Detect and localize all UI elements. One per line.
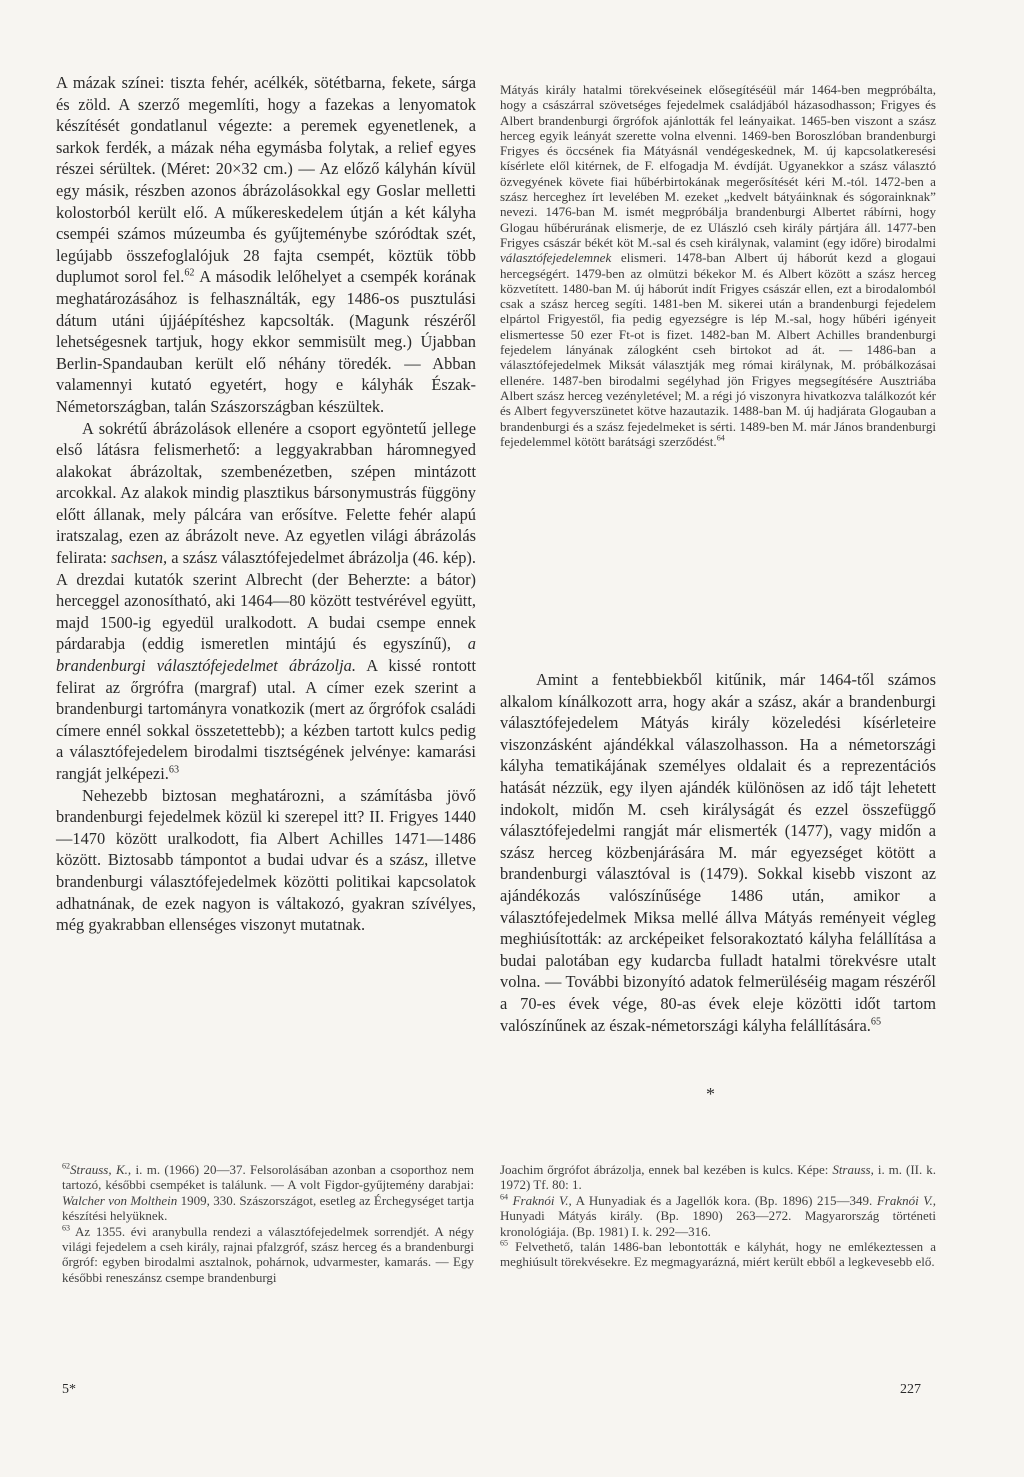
footnote-ref-64[interactable]: 64: [716, 433, 725, 443]
footnotes-left: [62, 1162, 474, 1285]
left-main-column: [56, 72, 476, 936]
footnote-63-continued: Joachim őrgrófot ábrázolja, ennek bal kezében is kulcs. Képe: Strauss, i. m. (II. k. 1972) Tf. 80: 1.: [500, 1162, 936, 1193]
footnote-64: $^{64}$ Fraknói V., A Hunyadiak és a Jagellók kora. (Bp. 1896) 215—349. Fraknói V., Hunyadi Mátyás király. (Bp. 1890) 263—272. Magyarország történeti kronológiája. (Bp. 1981) I. k. 292—316.: [500, 1192, 937, 1239]
page-signature: 5*: [62, 1382, 76, 1397]
paragraph-conclusion: Amint a fentebbiekből kitűnik, már 1464-től számos alkalom kínálkozott arra, hogy akár a szász, akár a brandenburgi választófejedelem Mátyás király közeledési kísérleteire viszonzásként ajándékkal válaszolhasson. Ha a németországi kályha tematikájának személyes oldalait és a reprezentációs hatását nézzük, egy ilyen ajándék különösen az idő tájt lehetett indokolt, midőn M. cseh királyságát és ezzel összefüggő választófejedelmi rangját már elismerték (1477), vagy midőn a szász herceg közbenjárására M. már egyezséget kötött a brandenburgi választóval is (1479). Sokkal kisebb viszont az ajándékozás valószínűsége 1486 után, amikor a választófejedelmek Miksa mellé állva Mátyás reményeit végleg meghiúsították: az arcképeiket felsorakoztató kályha felállítása a budai palotában egy kudarcba fulladt hatalmi törekvésre utalt volna. — További bizonyító adatok felmerüléséig magam részéről a 70-es évek vége, 80-as évek eleje közötti időt tartom valószínűnek az észak-németországi kályha felállítására.$^{65}$: [500, 670, 936, 1035]
right-historical-notes: [500, 82, 936, 449]
footnote-ref-63[interactable]: 63: [168, 764, 180, 776]
footnote-63: $^{63}$ Az 1355. évi aranybulla rendezi a választófejedelmek sorrendjét. A négy világi fejedelem a cseh király, rajnai pfalzgróf, szász herceg és a brandenburgi őrgróf: egyben birodalmi asztalnok, pohárnok, udvarmester, kamarás. — Egy későbbi reneszánsz csempe brandenburgi: [62, 1223, 474, 1285]
footnote-ref-62[interactable]: 62: [184, 267, 195, 279]
paragraph-brandenburg-princes: Nehezebb biztosan meghatározni, a számításba jövő brandenburgi fejedelmek közül ki szerepel itt? II. Frigyes 1440—1470 között uralkodott, fia Albert Achilles 1471—1486 között. Biztosabb támpontot a budai udvar és a szász, illetve brandenburgi választófejedelmek közötti politikai kapcsolatok adhatnának, de ezek nagyon is váltakozó, gyakran szívélyes, még gyakrabban ellenséges viszonyt mutatnak.: [56, 785, 476, 935]
footnotes-right: [500, 1162, 936, 1270]
right-main-column: [500, 669, 936, 1036]
footnote-62: $^{62}$Strauss, K., i. m. (1966) 20—37. Felsorolásában azonban a csoporthoz nem tartozó, későbbi csempéket is találunk. — A volt Figdor-gyűjtemény darabjai: Walcher von Molthein 1909, 330. Szászországot, esetleg az Érchegységet tartja készítési helyüknek.: [62, 1161, 474, 1224]
section-separator-asterisk: *: [706, 1084, 715, 1104]
page-number: 227: [900, 1382, 921, 1397]
footnote-ref-65[interactable]: 65: [870, 1016, 882, 1028]
footnote-65: $^{65}$ Felvethető, talán 1486-ban lebontották e kályhát, hogy ne emlékeztessen a meghiúsult törekvésekre. Ez megmagyarázná, miért került ebből a legkevesebb elő.: [500, 1238, 936, 1270]
paragraph-glaze-description: A mázak színei: tiszta fehér, acélkék, sötétbarna, fekete, sárga és zöld. A szerző megemlíti, hogy a fazekas a lenyomatok készítését gondatlanul végezte: a peremek egyenetlenek, a sarkok ferdék, a mázak néha egymásba folytak, a relief egyes részei sérültek. (Méret: 20×32 cm.) — Az előző kályhán kívül egy másik, részben azonos ábrázolásokkal egy Goslar melletti kolostorból került elő. A műkereskedelem útján a két kályha csempéi számos múzeumba és gyűjteménybe szóródtak szét, legújabb összefoglalójuk 28 fajta csempét, köztük több duplumot sorol fel.$^{62}$ A második lelőhelyet a csempék korának meghatározásához is felhasználták, egy 1486-os pusztulási dátum utáni újjáépítéshez kapcsolták. (Magunk részéről lehetségesnek tartjuk, hogy ekkor semmisült meg.) Újabban Berlin-Spandauban került elő néhány töredék. — Abban valamennyi kutató egyetért, hogy e kályhák Észak-Németországban, talán Szászországban készültek.: [56, 73, 476, 416]
paragraph-depictions: A sokrétű ábrázolások ellenére a csoport egyöntetű jellege első látásra felismerhető: a leggyakrabban háromnegyed alakokat ábrázoltak, szembenézetben, szépen mintázott arcokkal. Az alakok mindig plasztikus bársonymustrás függöny előtt állanak, mely pálcára van erősítve. Felette fehér alapú iratszalag, ezen az ábrázolt neve. Az egyetlen világi ábrázolás felirata: sachsen, a szász választófejedelmet ábrázolja (46. kép). A drezdai kutatók szerint Albrecht (der Beherzte: a bátor) herceggel azonosítható, aki 1464—80 között testvérével együtt, majd 1500-ig egyedül uralkodott. A budai csempe ennek párdarabja (eddig ismeretlen mintájú és egyszínű), a brandenburgi választófejedelmet ábrázolja. A kissé rontott felirat az őrgrófra (margraf) utal. A címer ezek szerint a brandenburgi tartományra vonatkozik (mert az őrgrófok családi címere ennél sokkal összetettebb); a kézben tartott kulcs pedig a választófejedelem birodalmi tisztségének jelvénye: kamarási rangját jelképezi.$^{63}$: [56, 418, 477, 783]
paragraph-chronology: Mátyás király hatalmi törekvéseinek elősegítéséül már 1464-ben megpróbálta, hogy a császárral szövetséges fejedelmek családjából házasodhasson; Frigyes és Albert brandenburgi őrgrófok ajánlották fel leányaikat. 1465-ben viszont a szász herceg egyik leányát szerette volna elvenni. 1469-ben Boroszlóban brandenburgi Frigyes és öccsének fia Mátyásnál vendégeskednek, M. új kapcsolatkeresési kísérlete elől kitérnek, de F. elfogadja M. évdíját. Ugyanekkor a szász választó özvegyének követe fiai hűbérbirtokának megerősítését kéri M.-tól. 1472-ben a szász herceghez írt levelében M. ezeket „kedvelt bátyáinknak és sógorainknak” nevezi. 1476-ban M. ismét megpróbálja brandenburgi Albertet rábírni, hogy Glogau hűbérurának elismerje, de ez Ulászló cseh király pártjára áll. 1477-ben Frigyes császár békét köt M.-sal és cseh királynak, valamint (egy időre) birodalmi választófejedelemnek elismeri. 1478-ban Albert új háborút kezd a glogaui hercegségért. 1479-ben az olmützi békekor M. és Albert között a szász herceg közvetített. 1480-ban M. új háborút indít Frigyes császár ellen, ezt a birodalomból csak a szász herceg segíti. 1481-ben M. sikerei után a brandenburgi fejedelem elpártol Frigyestől, fia pedig egyezségre is lép M.-sal, hogy hűbéri igényeit elismertesse 50 ezer Ft-ot is fizet. 1482-ban M. Albert Achilles brandenburgi fejedelem lányának zálogként cseh birtokot ad át. — 1486-ban a választófejedelmek Miksát választják meg római királynak, M. próbálkozásai ellenére. 1487-ben birodalmi segélyhad jön Frigyes megsegítésére Ausztriába Albert szász herceg vezényletével; M. a régi jó viszonyra hivatkozva találkozót kér és Albert fegyverszünetet kötve hazautazik. 1488-ban M. új hadjárata Glogauban a brandenburgi és a szász fejedelmeket is sérti. 1489-ben M. már János brandenburgi fejedelemmel kötött barátsági szerződést.$^{64}$: [500, 82, 936, 449]
